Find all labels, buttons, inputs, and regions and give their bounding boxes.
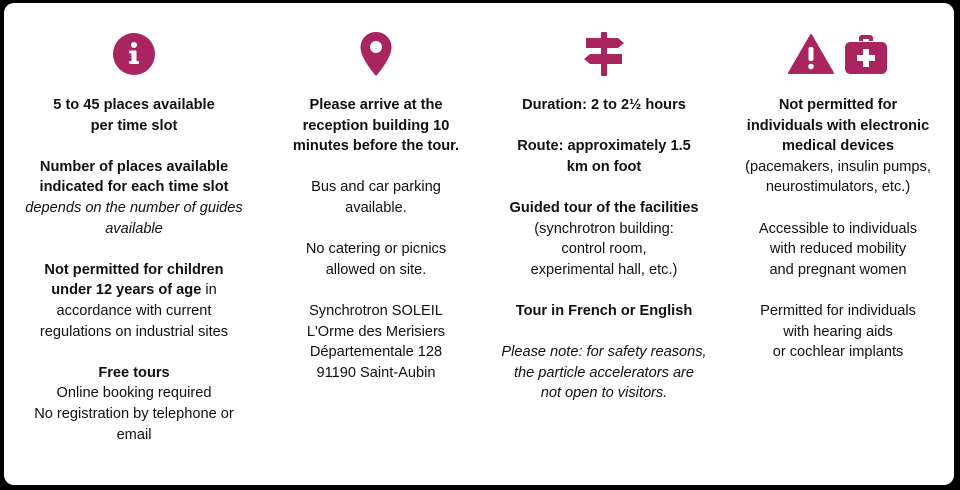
- text-line: [726, 342, 950, 363]
- text-fragment: No registration by telephone or: [34, 405, 234, 422]
- text-fragment: control room,: [561, 241, 647, 258]
- column-text: [16, 95, 252, 445]
- text-fragment: Please note: for safety reasons,: [501, 344, 707, 361]
- text-fragment: minutes before the tour.: [292, 138, 460, 155]
- text-line: [16, 425, 252, 446]
- text-line: [257, 239, 495, 260]
- text-line: [490, 363, 718, 384]
- text-line: [490, 342, 718, 363]
- text-line: [726, 260, 950, 281]
- text-line: [726, 136, 950, 157]
- text-fragment: and pregnant women: [769, 261, 907, 278]
- spacer: [257, 219, 495, 240]
- text-line: [490, 301, 718, 322]
- text-fragment: individuals with electronic: [746, 117, 930, 134]
- text-line: [726, 157, 950, 178]
- signpost-icon: [582, 31, 626, 84]
- text-line: [490, 136, 718, 157]
- text-fragment: No catering or picnics: [305, 241, 447, 258]
- text-fragment: available: [105, 220, 163, 237]
- text-line: [257, 136, 495, 157]
- text-line: [16, 404, 252, 425]
- text-line: [257, 177, 495, 198]
- column-icons: [16, 33, 252, 81]
- warning-icon: [788, 33, 834, 82]
- text-line: [16, 301, 252, 322]
- text-line: [490, 239, 718, 260]
- info-icon: [112, 32, 156, 83]
- text-fragment: Duration: 2 to 2½ hours: [522, 97, 686, 113]
- spacer: [16, 239, 252, 260]
- text-fragment: Not permitted for: [778, 97, 898, 113]
- text-line: [490, 260, 718, 281]
- text-fragment: Départementale 128: [309, 344, 443, 361]
- spacer: [257, 157, 495, 178]
- column-icons: [726, 33, 950, 81]
- text-line: [490, 95, 718, 116]
- text-fragment: Please arrive at the: [309, 97, 443, 113]
- text-line: [726, 116, 950, 137]
- first-aid-kit-icon: [844, 33, 888, 82]
- spacer: [490, 116, 718, 137]
- text-fragment: email: [116, 426, 152, 443]
- text-line: [490, 219, 718, 240]
- text-line: [257, 342, 495, 363]
- text-line: [16, 280, 252, 301]
- text-fragment: 5 to 45 places available: [53, 97, 215, 113]
- text-line: [257, 95, 495, 116]
- text-fragment: L'Orme des Merisiers: [306, 323, 446, 340]
- text-line: [16, 198, 252, 219]
- text-fragment: Permitted for individuals: [760, 302, 916, 319]
- text-fragment: indicated for each time slot: [39, 179, 229, 196]
- text-line: [490, 157, 718, 178]
- text-fragment: Number of places available: [39, 158, 229, 175]
- text-fragment: Tour in French or English: [515, 302, 693, 319]
- spacer: [726, 280, 950, 301]
- text-line: [16, 95, 252, 116]
- text-line: [257, 198, 495, 219]
- text-fragment: 91190 Saint-Aubin: [316, 364, 436, 381]
- info-card: [4, 3, 954, 485]
- text-line: [257, 116, 495, 137]
- text-fragment: allowed on site.: [325, 261, 427, 278]
- column-icons: [257, 33, 495, 81]
- text-line: [16, 383, 252, 404]
- text-line: [490, 383, 718, 404]
- text-fragment: Not permitted for children: [44, 261, 224, 278]
- column-text: [726, 95, 950, 363]
- text-line: [16, 116, 252, 137]
- spacer: [490, 280, 718, 301]
- text-line: [257, 260, 495, 281]
- text-fragment: or cochlear implants: [772, 344, 904, 361]
- text-line: [257, 322, 495, 343]
- text-fragment: medical devices: [782, 138, 894, 155]
- text-fragment: under 12 years of age: [51, 282, 202, 299]
- text-fragment: Route: approximately 1.5: [517, 138, 691, 155]
- text-line: [16, 219, 252, 240]
- text-line: [490, 198, 718, 219]
- text-fragment: (pacemakers, insulin pumps,: [745, 158, 931, 175]
- text-line: [726, 95, 950, 116]
- spacer: [16, 342, 252, 363]
- text-line: [16, 322, 252, 343]
- column-icons: [490, 33, 718, 81]
- text-line: [726, 301, 950, 322]
- text-fragment: accordance with current: [56, 302, 212, 319]
- text-fragment: (synchrotron building:: [534, 220, 674, 237]
- text-fragment: Accessible to individuals: [758, 220, 918, 237]
- text-line: [16, 157, 252, 178]
- spacer: [16, 136, 252, 157]
- text-fragment: not open to visitors.: [540, 385, 668, 402]
- spacer: [726, 198, 950, 219]
- text-line: [16, 260, 252, 281]
- spacer: [490, 177, 718, 198]
- column-text: [257, 95, 495, 383]
- text-fragment: available.: [345, 199, 407, 216]
- text-fragment: reception building 10: [302, 117, 450, 134]
- spacer: [490, 322, 718, 343]
- text-fragment: depends on the number of guides: [25, 199, 243, 216]
- text-fragment: in: [201, 282, 217, 299]
- text-fragment: with reduced mobility: [769, 241, 907, 258]
- text-line: [16, 363, 252, 384]
- location-pin-icon: [359, 31, 393, 84]
- text-fragment: regulations on industrial sites: [39, 323, 229, 340]
- text-fragment: the particle accelerators are: [513, 364, 695, 381]
- text-line: [726, 239, 950, 260]
- text-line: [726, 219, 950, 240]
- text-fragment: Free tours: [98, 364, 170, 381]
- text-line: [726, 177, 950, 198]
- text-fragment: Online booking required: [56, 385, 212, 402]
- text-fragment: per time slot: [90, 117, 178, 134]
- text-fragment: Synchrotron SOLEIL: [309, 302, 443, 319]
- column-text: [490, 95, 718, 404]
- spacer: [257, 280, 495, 301]
- text-fragment: with hearing aids: [783, 323, 893, 340]
- text-fragment: experimental hall, etc.): [530, 261, 678, 278]
- text-line: [726, 322, 950, 343]
- text-line: [16, 177, 252, 198]
- text-fragment: Bus and car parking: [311, 179, 441, 196]
- text-fragment: km on foot: [566, 158, 642, 175]
- text-line: [257, 363, 495, 384]
- text-fragment: neurostimulators, etc.): [765, 179, 911, 196]
- text-fragment: Guided tour of the facilities: [509, 199, 699, 216]
- text-line: [257, 301, 495, 322]
